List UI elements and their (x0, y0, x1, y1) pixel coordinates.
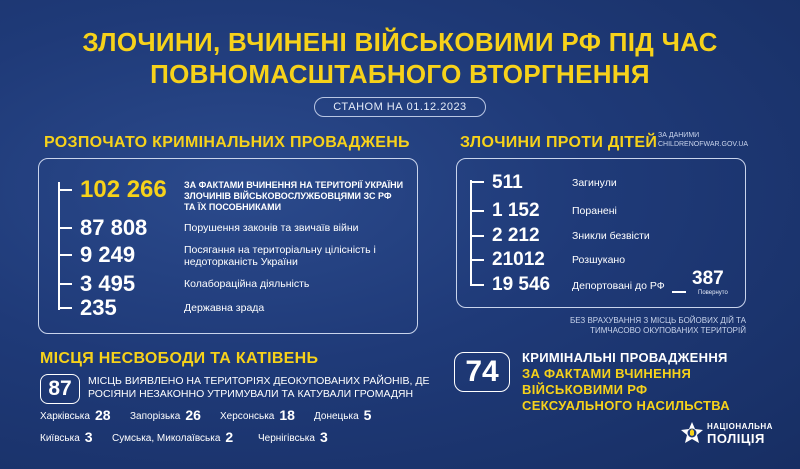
children-value-missing: 2 212 (492, 225, 540, 246)
children-label-missing: Зникли безвісти (572, 230, 650, 242)
criminal-item-text: Державна зрада (184, 302, 265, 314)
bracket-tick (470, 235, 484, 237)
bracket-tick (58, 189, 72, 191)
region-item: Київська 3 (40, 429, 93, 445)
bracket-tick (58, 254, 72, 256)
sexual-violence-count: 74 (454, 352, 510, 392)
police-logo-line-1: НАЦІОНАЛЬНА (707, 422, 773, 431)
bracket-tick (470, 210, 484, 212)
region-item: Запорізька 26 (130, 407, 201, 423)
children-source: ЗА ДАНИМИ CHILDRENOFWAR.GOV.UA (658, 132, 749, 148)
region-item: Чернігівська 3 (258, 429, 328, 445)
bracket-tick (58, 307, 72, 309)
criminal-item-value: 87 808 (80, 215, 148, 240)
criminal-item-value: 235 (80, 295, 117, 320)
criminal-item-text: Колабораційна діяльність (184, 278, 310, 290)
region-item: Сумська, Миколаївська 2 (112, 429, 234, 445)
police-logo-line-2: ПОЛІЦІЯ (707, 431, 765, 446)
children-label-found: Розшукано (572, 254, 626, 266)
children-label-returned: Повернуто (698, 290, 728, 296)
criminal-item-value: 3 495 (80, 271, 136, 296)
criminal-bracket (58, 182, 76, 310)
title-line-1: ЗЛОЧИНИ, ВЧИНЕНІ ВІЙСЬКОВИМИ РФ ПІД ЧАС (82, 27, 718, 57)
children-value-found: 21012 (492, 249, 545, 270)
page-title (0, 26, 800, 90)
date-badge: СТАНОМ НА 01.12.2023 (314, 97, 486, 117)
children-value-deported: 19 546 (492, 274, 551, 295)
children-value-returned: 387 (692, 268, 724, 289)
criminal-item-text: Посягання на територіальну цілісність і недоторканість України (184, 244, 376, 268)
criminal-item-text: Порушення законів та звичаїв війни (184, 222, 359, 234)
bracket-tick (470, 284, 484, 286)
children-label-deported: Депортовані до РФ (572, 280, 665, 292)
children-value-injured: 1 152 (492, 200, 540, 221)
sexual-violence-text: ЗА ФАКТАМИ ВЧИНЕННЯ ВІЙСЬКОВИМИ РФ СЕКСУАЛЬНОГО НАСИЛЬСТВА (522, 366, 730, 413)
police-shield-icon (680, 421, 704, 445)
children-bracket (470, 180, 486, 284)
region-item: Харківська 28 (40, 407, 111, 423)
criminal-total-value: 102 266 (80, 176, 167, 203)
bracket-tick (470, 259, 484, 261)
children-section-title: ЗЛОЧИНИ ПРОТИ ДІТЕЙ (460, 134, 658, 151)
children-note: БЕЗ ВРАХУВАННЯ З МІСЦЬ БОЙОВИХ ДІЙ ТА ТИМЧАСОВО ОКУПОВАНИХ ТЕРИТОРІЙ (570, 316, 746, 335)
children-label-injured: Поранені (572, 205, 617, 217)
title-line-2: ПОВНОМАСШТАБНОГО ВТОРГНЕННЯ (150, 59, 650, 89)
bracket-tick (58, 227, 72, 229)
deported-connector (672, 291, 686, 293)
police-logo-text (707, 422, 773, 446)
prisons-description: МІСЦЬ ВИЯВЛЕНО НА ТЕРИТОРІЯХ ДЕОКУПОВАНИХ РАЙОНІВ, ДЕ РОСІЯНИ НЕЗАКОННО УТРИМУВАЛИ ТА КАТУВАЛИ ГРОМАДЯН (88, 375, 430, 400)
region-item: Херсонська 18 (220, 407, 295, 423)
bracket-tick (470, 181, 484, 183)
prisons-count: 87 (40, 374, 80, 404)
sexual-violence-heading: КРИМІНАЛЬНІ ПРОВАДЖЕННЯ (522, 350, 728, 365)
criminal-section-title: РОЗПОЧАТО КРИМІНАЛЬНИХ ПРОВАДЖЕНЬ (44, 134, 410, 151)
children-label-killed: Загинули (572, 177, 617, 189)
criminal-item-value: 9 249 (80, 242, 136, 267)
bracket-tick (58, 283, 72, 285)
criminal-total-text: ЗА ФАКТАМИ ВЧИНЕННЯ НА ТЕРИТОРІЇ УКРАЇНИ ЗЛОЧИНІВ ВІЙСЬКОВОСЛУЖБОВЦЯМИ ЗС РФ ТА ЇХ ПОСОБНИКАМИ (184, 180, 404, 212)
prisons-section-title: МІСЦЯ НЕСВОБОДИ ТА КАТІВЕНЬ (40, 350, 319, 367)
region-item: Донецька 5 (314, 407, 372, 423)
children-value-killed: 511 (492, 172, 523, 193)
